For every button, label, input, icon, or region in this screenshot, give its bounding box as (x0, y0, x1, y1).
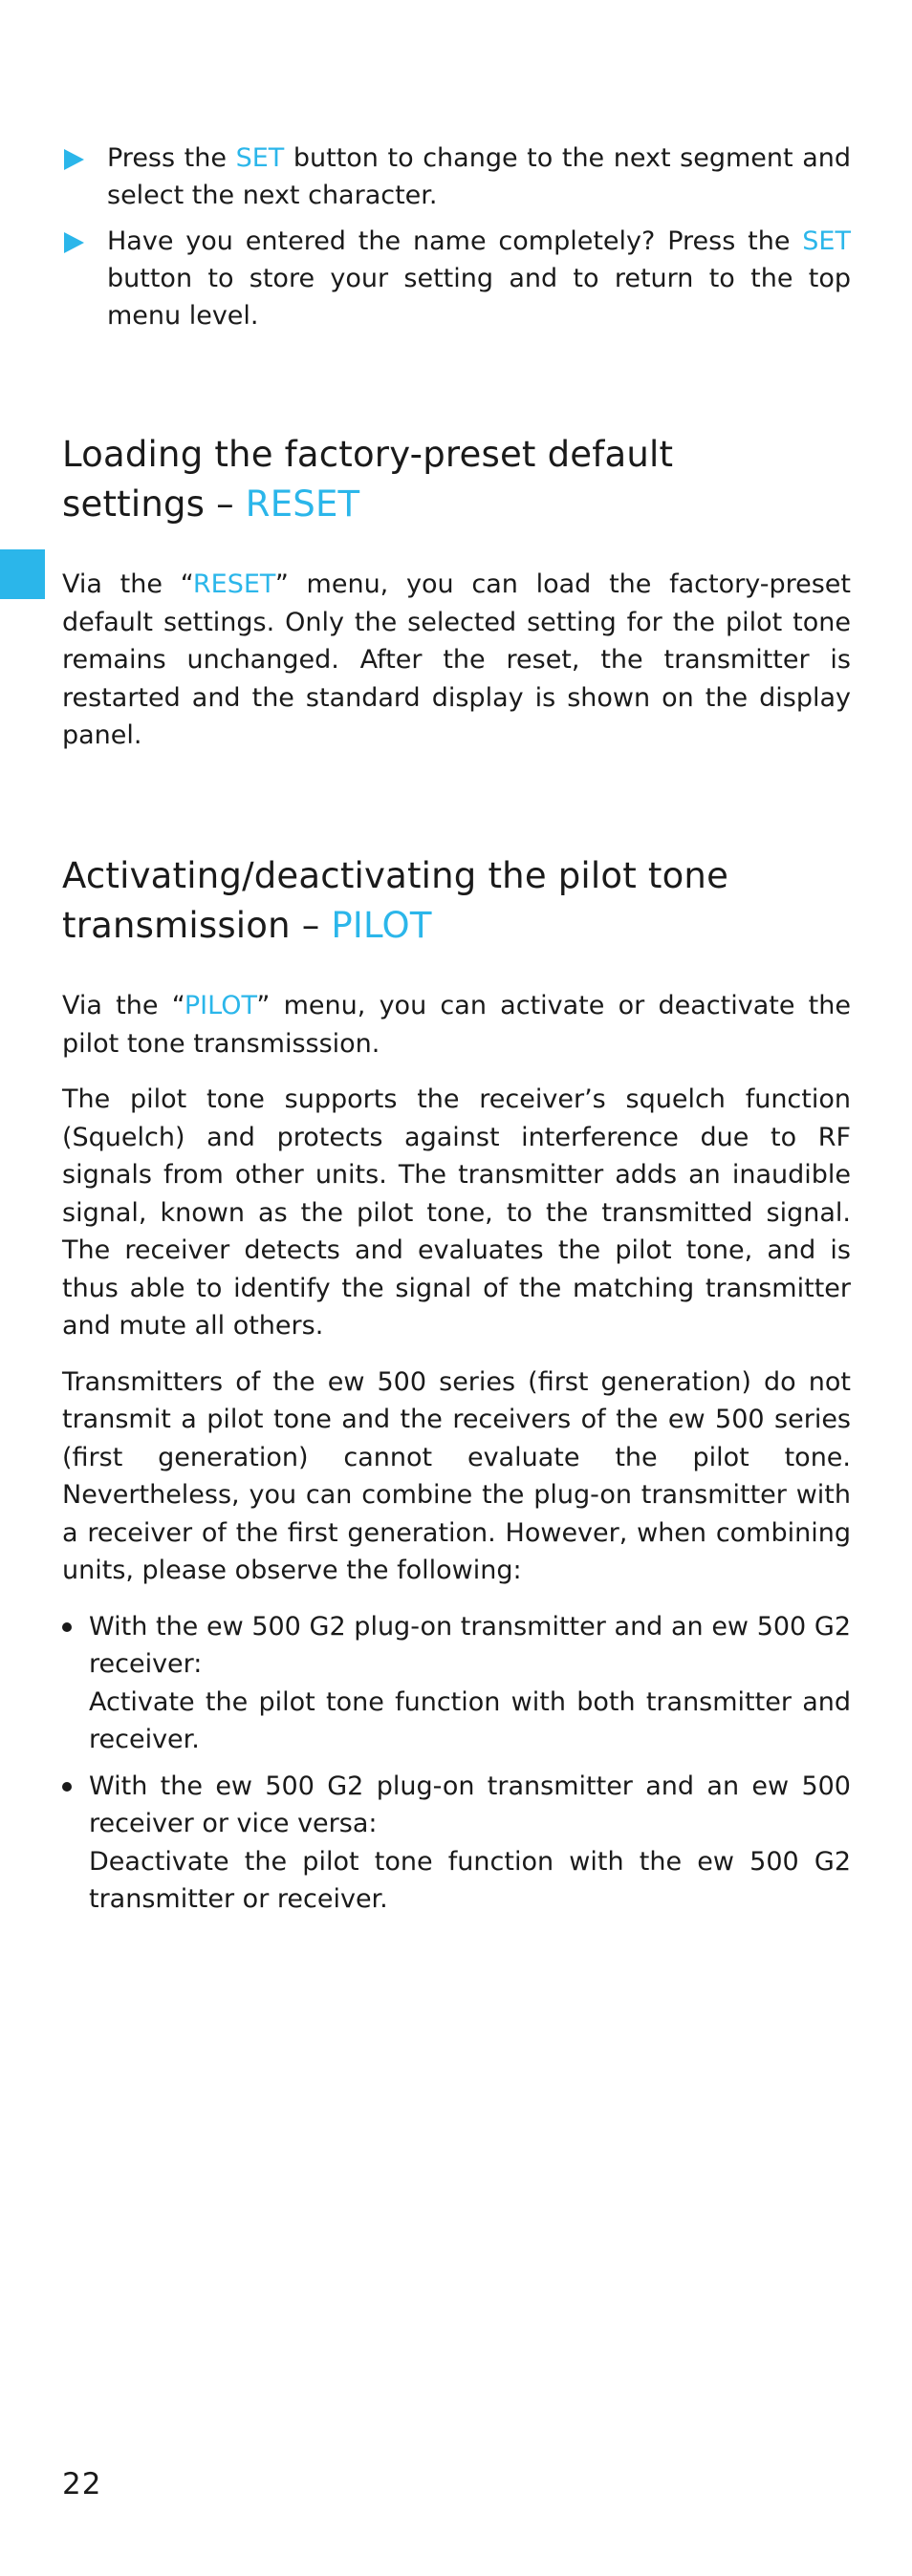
page-number: 22 (62, 2467, 102, 2501)
pilot-heading: Activating/deactivating the pilot tone transmission – PILOT (62, 855, 729, 946)
list-item: With the ew 500 G2 plug-on transmitter and an ew 500 G2 receiver: Activate the pilot tone function with both transmitter and receiver. (62, 1608, 851, 1759)
reset-paragraph: Via the “RESET” menu, you can load the factory-preset default settings. Only the selected setting for the pilot tone remains unchanged. After the reset, the transmitter is restarted and the standard display is shown on the display panel. (62, 569, 851, 750)
step-arrow-icon (64, 149, 84, 170)
instruction-step: Press the SET button to change to the next segment and select the next character. (62, 140, 851, 214)
pilot-tone-paragraph: The pilot tone supports the receiver’s squelch function (Squelch) and protects against interference due to RF signals from other units. The transmitter adds an inaudible signal, known as the pilot tone, to the transmitted signal. The receiver detects and evaluates the pilot tone, and is thus able to identify the signal of the matching transmitter and mute all others. (62, 1084, 851, 1341)
chapter-tab-marker (0, 549, 45, 599)
step-arrow-icon (64, 232, 84, 253)
pilot-section (62, 851, 851, 1919)
bullet-icon (62, 1622, 72, 1632)
pilot-intro-paragraph: Via the “PILOT” menu, you can activate or deactivate the pilot tone transmisssion. (62, 991, 851, 1059)
instruction-step: Have you entered the name completely? Press the SET button to store your setting and to return to the top menu level. (62, 223, 851, 334)
set-button-label: SET (235, 143, 285, 173)
list-item: With the ew 500 G2 plug-on transmitter and an ew 500 receiver or vice versa: Deactivate the pilot tone function with the ew 500 G2 transmitter or receiver. (62, 1768, 851, 1919)
bullet-icon (62, 1782, 72, 1792)
compatibility-list (62, 1608, 851, 1919)
compatibility-paragraph: Transmitters of the ew 500 series (first generation) do not transmit a pilot tone and the receivers of the ew 500 series (first generation) cannot evaluate the pilot tone. Nevertheless, you can combine the plug-on transmitter with a receiver of the first generation. However, when combining units, please observe the following: (62, 1366, 851, 1585)
reset-keyword: RESET (245, 483, 360, 525)
pilot-keyword: PILOT (331, 905, 432, 946)
reset-heading: Loading the factory-preset default settings – RESET (62, 434, 674, 525)
set-button-label: SET (802, 226, 851, 256)
instruction-steps (62, 140, 851, 334)
reset-section (62, 430, 851, 755)
